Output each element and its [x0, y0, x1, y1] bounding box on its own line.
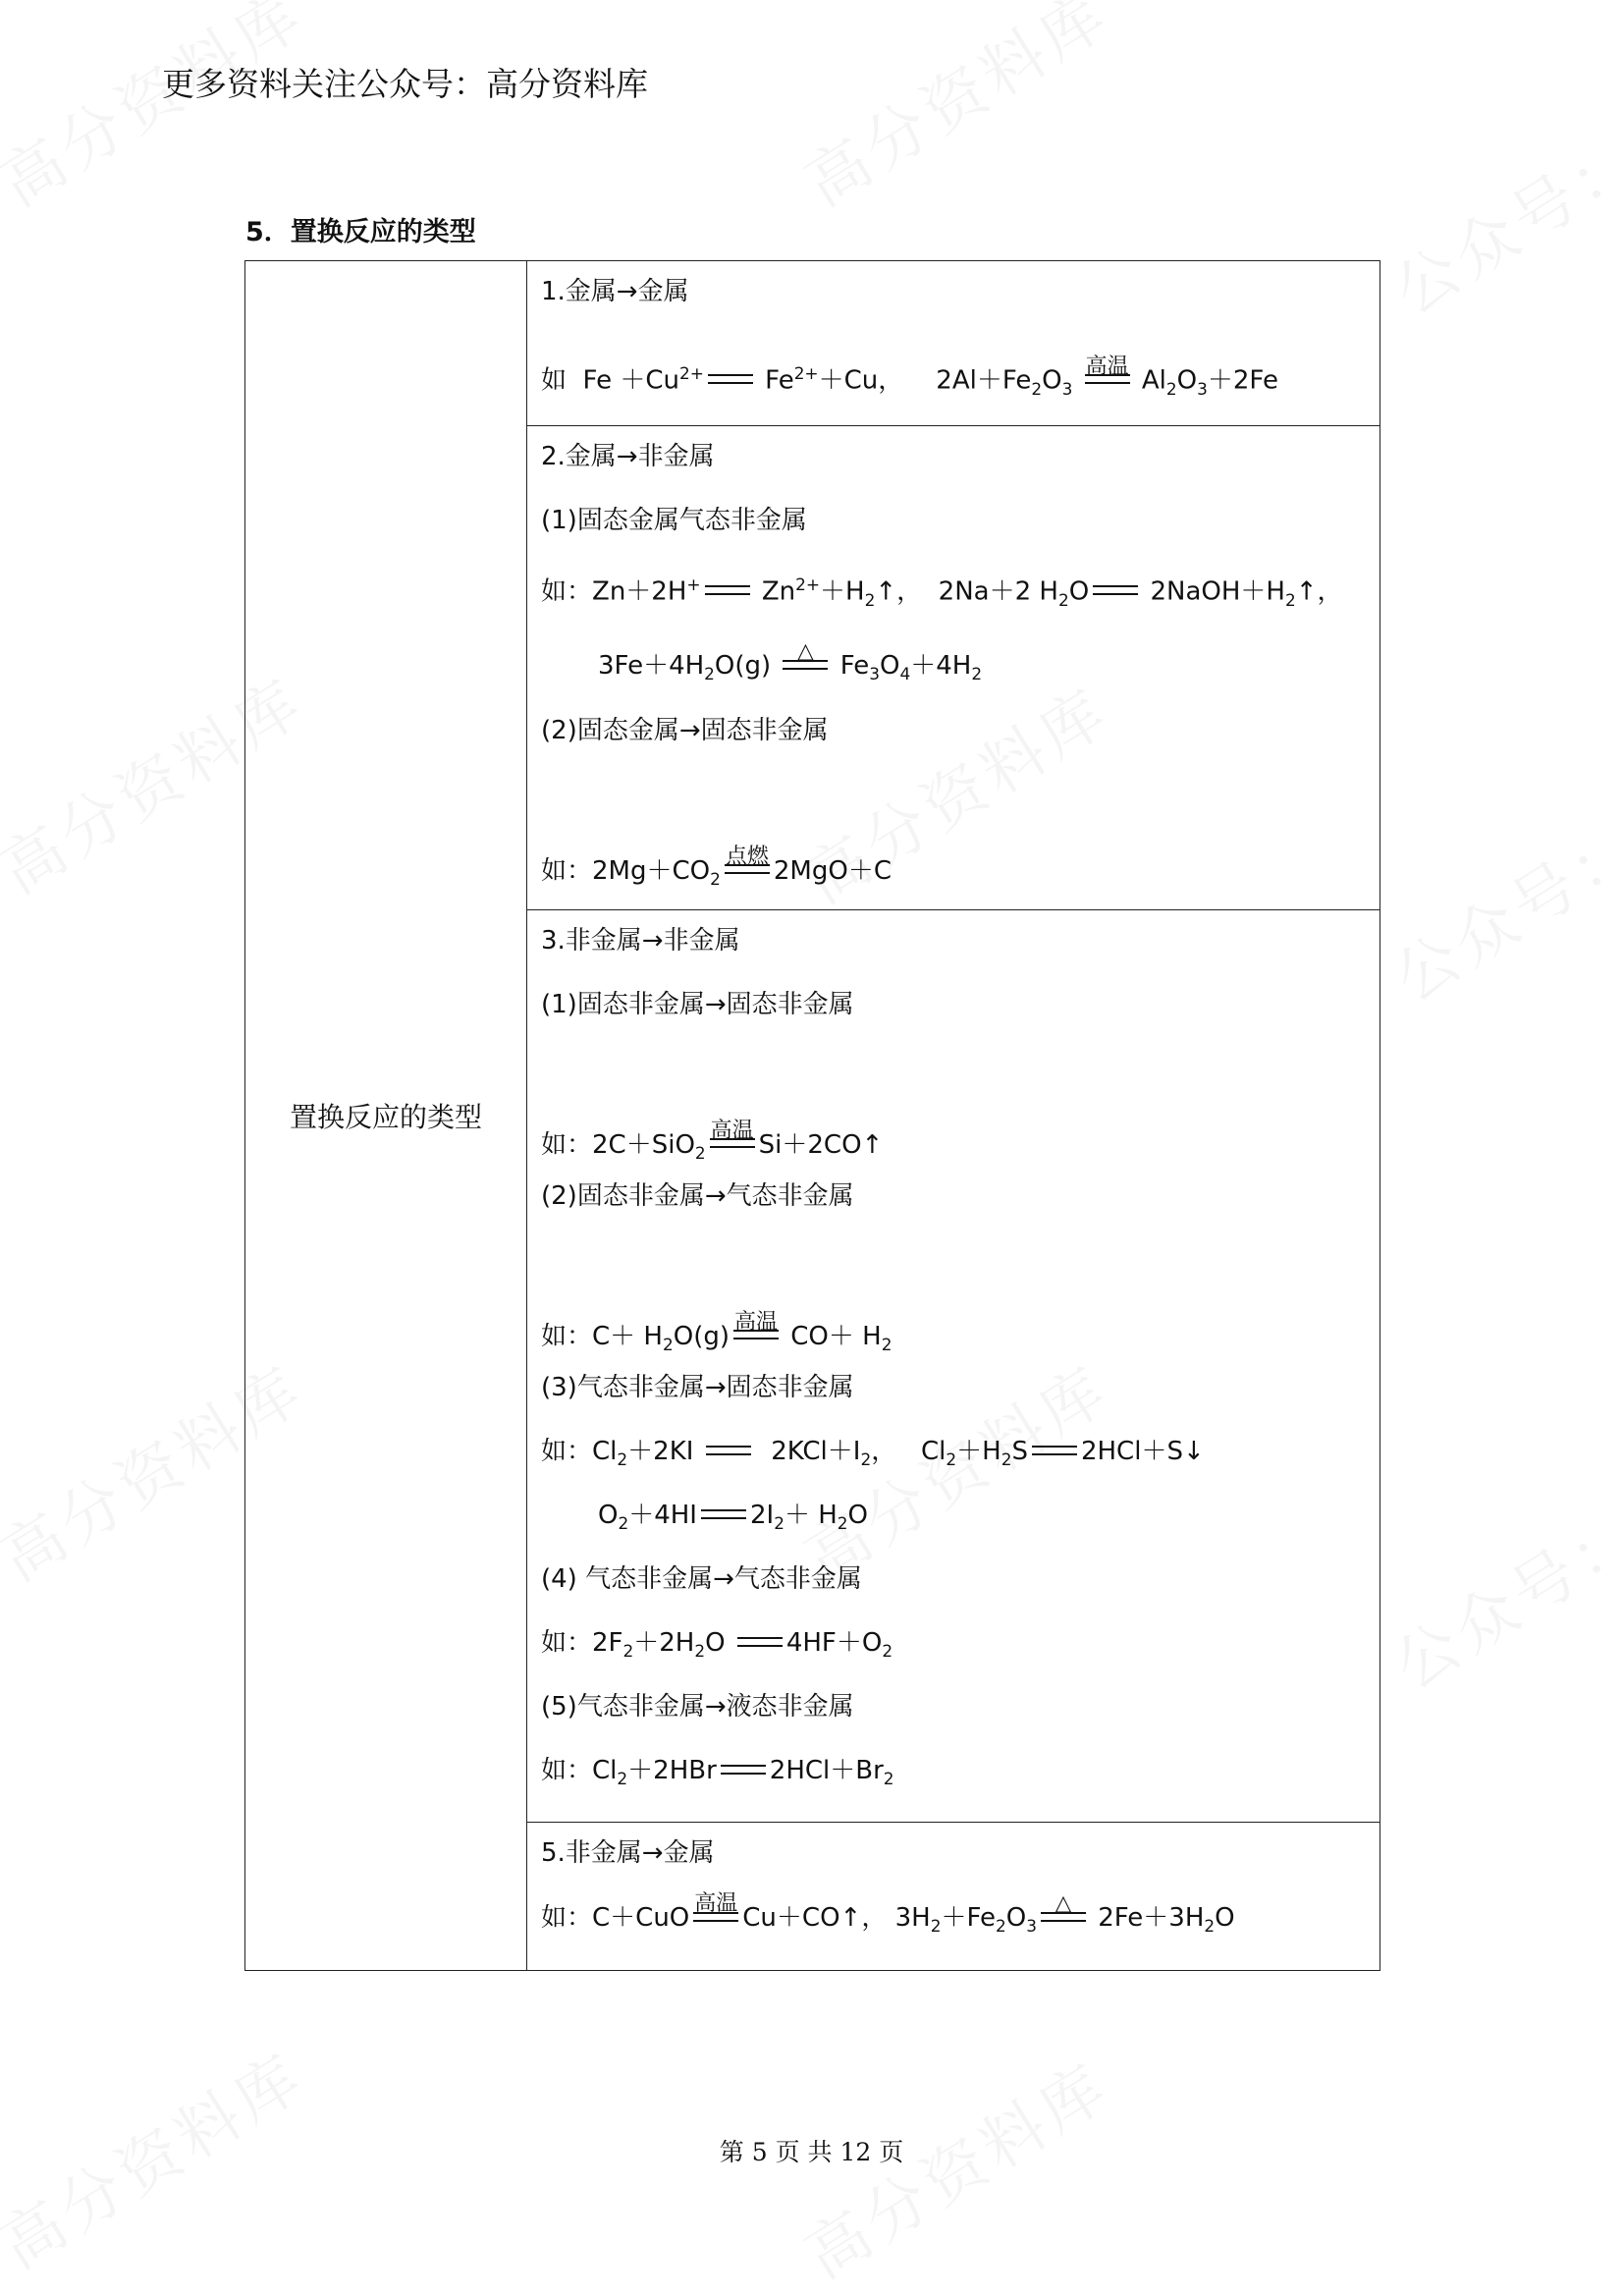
eq-prefix: 如： — [541, 576, 593, 607]
eq-text: O(g) — [673, 1321, 730, 1351]
eq-sub: 2 — [774, 1513, 784, 1534]
eq-text: Al — [1141, 365, 1166, 396]
eq-text: 2C＋SiO — [592, 1129, 695, 1160]
eq-sub: 3 — [869, 664, 880, 684]
eq-sub: 2 — [881, 1335, 893, 1354]
eq-sub: 2 — [617, 1769, 628, 1789]
eq-text: Cl — [592, 1437, 618, 1466]
equation-line — [541, 1754, 1380, 1818]
subtype-label: (4) 气态非金属→气态非金属 — [541, 1564, 862, 1594]
eq-text: 2F — [592, 1628, 623, 1658]
eq-text: 2NaOH＋H — [1150, 576, 1285, 607]
subtype-label: (3)气态非金属→固态非金属 — [541, 1373, 854, 1402]
eq-sub: 2 — [704, 664, 715, 684]
eq-sub: 3 — [1026, 1916, 1037, 1937]
block-nonmetal-to-metal — [527, 1823, 1380, 1971]
eq-text: CO＋ H — [790, 1321, 882, 1351]
eq-text: C＋ H — [592, 1321, 663, 1351]
eq-sub: 2 — [694, 1641, 706, 1662]
eq-prefix: 如： — [541, 1321, 593, 1351]
equation-line — [541, 339, 1380, 421]
eq-text: 2Al＋Fe — [936, 365, 1032, 396]
equation-line — [541, 1499, 1380, 1562]
eq-sub: 3 — [1061, 378, 1073, 399]
eq-sub: 2 — [622, 1641, 634, 1662]
subtype-label: (1)固态金属气态非金属 — [541, 506, 807, 535]
row-label: 置换反应的类型 — [289, 1101, 482, 1133]
eq-text: Si＋2CO↑ — [758, 1129, 884, 1160]
eq-sub: 2 — [860, 1449, 872, 1470]
watermark-text — [785, 0, 1125, 224]
eq-text: O — [880, 651, 900, 681]
reaction-condition: 点燃 — [725, 844, 769, 869]
equals-sign — [705, 575, 750, 609]
block-metal-to-nonmetal — [527, 426, 1380, 910]
eq-text: Cl — [592, 1756, 618, 1785]
eq-text: 2MgO＋C — [773, 855, 892, 886]
watermark-text — [1375, 110, 1623, 332]
equation-line — [541, 1884, 1380, 1966]
eq-sub: 4 — [899, 664, 911, 684]
block-title: 5.非金属→金属 — [541, 1838, 715, 1868]
eq-sub: 2 — [971, 664, 983, 684]
eq-text: Zn＋2H — [592, 576, 687, 607]
equals-sign — [708, 364, 753, 398]
eq-text: O — [705, 1628, 726, 1658]
eq-text: Cl — [921, 1437, 947, 1466]
eq-sub: 2 — [710, 869, 721, 889]
eq-text: 2Na＋2 H — [938, 576, 1058, 607]
eq-sub: 2 — [837, 1513, 848, 1534]
eq-prefix: 如： — [541, 1903, 593, 1933]
eq-text: ＋H — [820, 576, 865, 607]
subtype-label: (1)固态非金属→固态非金属 — [541, 990, 854, 1019]
eq-prefix: 如 — [541, 365, 568, 396]
subtype-label: (2)固态金属→固态非金属 — [541, 716, 829, 745]
page-header: 更多资料关注公众号：高分资料库 — [162, 65, 648, 103]
equation-line — [541, 1435, 1380, 1499]
block-title: 3.非金属→非金属 — [541, 926, 740, 956]
eq-text: ＋2KI — [627, 1437, 694, 1466]
eq-sup: 2+ — [795, 574, 821, 594]
equation-line — [541, 568, 1380, 631]
eq-sub: 2 — [694, 1143, 706, 1163]
equals-sign — [733, 1309, 779, 1353]
equals-sign — [710, 1118, 755, 1162]
eq-text: 2KCl＋I — [771, 1437, 861, 1466]
equals-sign — [725, 844, 770, 888]
eq-text: S — [1011, 1437, 1028, 1466]
equals-sign — [693, 1891, 738, 1935]
eq-text: ＋2Fe — [1207, 365, 1278, 396]
eq-text: Zn — [761, 576, 796, 607]
equation-line — [541, 1052, 1380, 1179]
eq-sub: 2 — [883, 1769, 894, 1789]
reaction-condition: 高温 — [710, 1118, 754, 1143]
eq-text: O — [1176, 365, 1198, 396]
eq-sup: + — [686, 574, 701, 594]
eq-text: ， — [871, 1437, 897, 1466]
reaction-table — [244, 260, 1380, 1971]
eq-text: ＋4HI — [628, 1501, 697, 1530]
equals-sign — [1041, 1891, 1086, 1935]
reaction-condition: △ — [796, 639, 814, 664]
eq-sub: 3 — [1197, 378, 1208, 399]
equals-sign — [701, 1499, 746, 1532]
eq-text: ＋2HBr — [627, 1756, 717, 1785]
equals-sign — [1093, 575, 1138, 609]
eq-text: O — [1042, 365, 1062, 396]
equals-sign — [706, 1435, 751, 1468]
eq-text: 4HF＋O — [785, 1628, 883, 1658]
equals-sign — [737, 1626, 783, 1660]
eq-text: ↑， — [1295, 576, 1343, 607]
eq-text: Fe — [839, 651, 870, 681]
eq-sub: 2 — [946, 1449, 957, 1470]
watermark-text — [0, 0, 320, 224]
eq-sub: 2 — [1284, 589, 1296, 610]
equals-sign — [721, 1754, 766, 1787]
equation-line — [541, 778, 1380, 905]
eq-text: ＋H — [956, 1437, 1001, 1466]
eq-text: ＋4H — [910, 651, 972, 681]
subtype-label: (5)气态非金属→液态非金属 — [541, 1692, 854, 1722]
reaction-condition: 高温 — [734, 1309, 779, 1335]
eq-text: 3Fe＋4H — [598, 651, 705, 681]
block-title: 1.金属→金属 — [541, 277, 689, 306]
equals-sign — [1032, 1435, 1077, 1468]
eq-sub: 2 — [882, 1641, 893, 1662]
eq-text: Fe — [765, 365, 794, 396]
eq-sub: 2 — [1165, 378, 1177, 399]
eq-sub: 2 — [864, 589, 876, 610]
equals-sign — [783, 639, 828, 683]
eq-text: 2Fe＋3H — [1098, 1903, 1205, 1933]
eq-sub: 2 — [617, 1449, 628, 1470]
eq-prefix: 如： — [541, 1628, 593, 1658]
eq-text: ＋ H — [784, 1501, 838, 1530]
eq-text: O — [1215, 1903, 1235, 1933]
eq-sub: 2 — [1057, 589, 1069, 610]
eq-sub: 2 — [930, 1916, 942, 1937]
eq-text: Cu＋CO↑， — [742, 1903, 888, 1933]
eq-sup: 2+ — [793, 363, 819, 383]
eq-sub: 2 — [663, 1335, 674, 1354]
equals-sign — [1085, 354, 1130, 398]
row-label-cell — [245, 261, 527, 1971]
eq-sup: 2+ — [678, 363, 704, 383]
eq-text: C＋CuO — [592, 1903, 690, 1933]
eq-text: 3H — [894, 1903, 931, 1933]
eq-sub: 2 — [618, 1513, 629, 1534]
eq-text: O — [598, 1501, 619, 1530]
reaction-condition: 高温 — [694, 1891, 738, 1916]
eq-prefix: 如： — [541, 1437, 593, 1466]
watermark-text — [1375, 797, 1623, 1019]
eq-text: O — [847, 1501, 868, 1530]
eq-text: O — [1005, 1903, 1027, 1933]
eq-text: ↑， — [875, 576, 923, 607]
equation-line — [541, 1243, 1380, 1371]
eq-text: 2I — [749, 1501, 775, 1530]
block-nonmetal-to-nonmetal — [527, 910, 1380, 1823]
eq-sub: 2 — [1204, 1916, 1216, 1937]
equation-line — [541, 631, 1380, 714]
eq-text: 2HCl＋Br — [769, 1756, 884, 1785]
eq-sub: 2 — [995, 1916, 1006, 1937]
reaction-condition: 高温 — [1085, 354, 1129, 379]
page-footer: 第 5 页 共 12 页 — [719, 2138, 904, 2166]
eq-text: ＋Cu， — [818, 365, 904, 396]
eq-text: O — [1068, 576, 1090, 607]
eq-text: 2HCl＋S↓ — [1080, 1437, 1205, 1466]
eq-text: ＋2H — [633, 1628, 695, 1658]
equation-line — [541, 1626, 1380, 1690]
eq-prefix: 如： — [541, 1756, 593, 1785]
eq-sub: 2 — [1031, 378, 1043, 399]
eq-prefix: 如： — [541, 855, 593, 886]
eq-text: 2Mg＋CO — [592, 855, 711, 886]
section-title: 5．置换反应的类型 — [245, 217, 476, 247]
reaction-condition: △ — [1055, 1891, 1072, 1916]
eq-text: Fe ＋Cu — [582, 365, 679, 396]
eq-text: O(g) — [714, 651, 772, 681]
subtype-label: (2)固态非金属→气态非金属 — [541, 1181, 854, 1211]
block-metal-to-metal — [527, 261, 1380, 426]
eq-text: ＋Fe — [941, 1903, 996, 1933]
watermark-text — [1375, 1485, 1623, 1707]
eq-prefix: 如： — [541, 1129, 593, 1160]
eq-sub: 2 — [1001, 1449, 1012, 1470]
block-title: 2.金属→非金属 — [541, 442, 715, 471]
